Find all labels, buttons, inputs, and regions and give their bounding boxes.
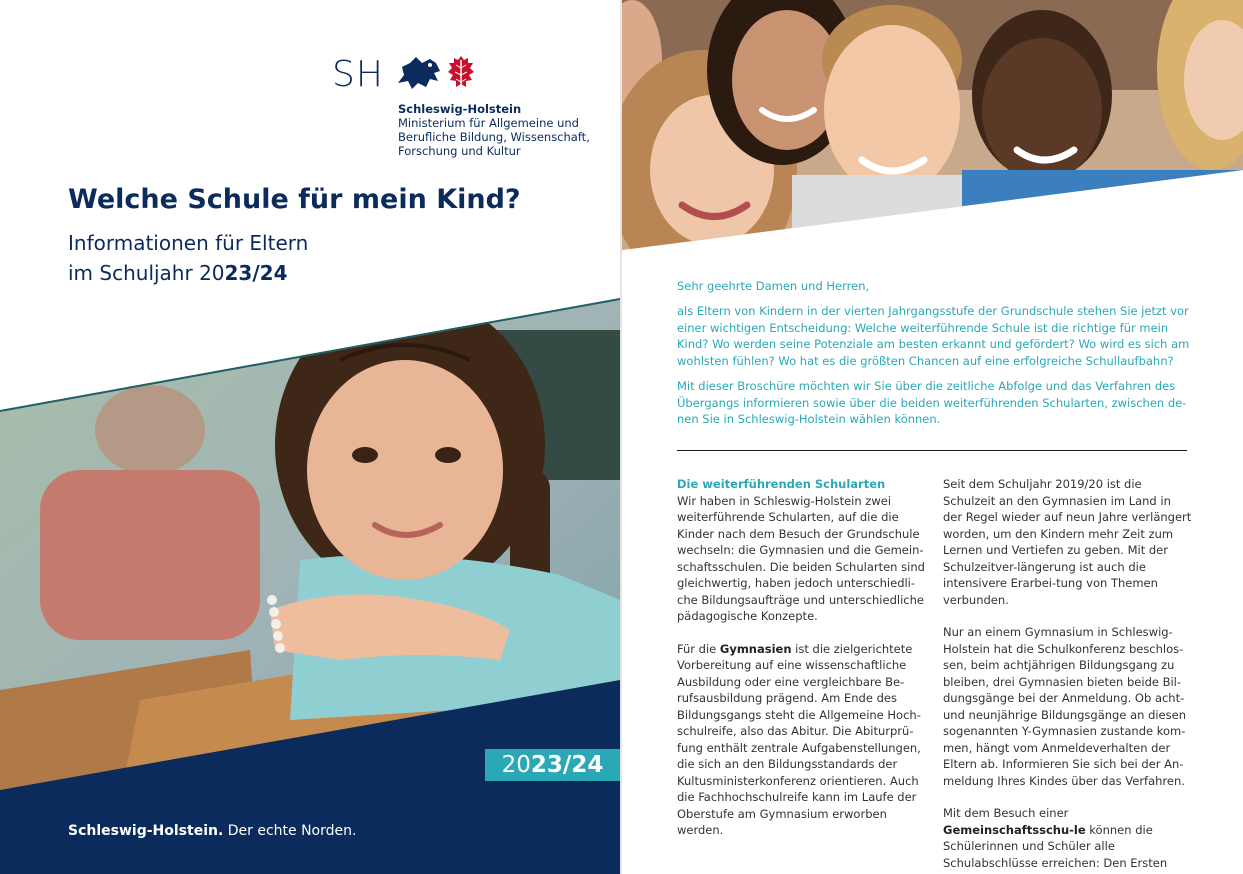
nettle-leaf-icon [448, 56, 474, 92]
year-badge-bold: 23/24 [530, 752, 604, 778]
col2-para-3 [943, 805, 1193, 871]
subtitle-line-1: Informationen für Eltern [68, 231, 309, 255]
year-badge-prefix: 20 [501, 752, 531, 778]
ministry-state: Schleswig-Holstein [398, 102, 522, 116]
subtitle-line-2 [68, 258, 308, 288]
brochure-inner-page [622, 0, 1243, 874]
col1-para-2-pre: Für die [677, 641, 720, 656]
brochure-title: Welche Schule für mein Kind? [68, 184, 521, 215]
ministry-line-2: Berufliche Bildung, Wissenschaft, [398, 130, 590, 144]
year-badge [485, 749, 620, 781]
col1-para-1-text: Wir haben in Schleswig-Holstein zwei weiterführende Schularten, auf die die Kinder nach dem Besuch der Grundschule wechseln: die Gymnasien und die Gemein-schaftsschulen. Die beiden Schularten sind gleichwertig, haben jedoch unterschiedli-che Bildungsaufträge und unterschiedliche pädagogische Konzepte. [677, 493, 925, 623]
greeting: Sehr geehrte Damen und Herren, [677, 279, 870, 293]
subtitle-year-bold: 23/24 [224, 261, 288, 285]
slogan-rest: Der echte Norden. [223, 823, 357, 839]
text-column-1 [677, 476, 927, 855]
col1-para-2-bold: Gymnasien [719, 641, 792, 656]
brochure-cover-page [0, 0, 620, 874]
intro-paragraph-1: als Eltern von Kindern in der vierten Jahrgangsstufe der Grundschule stehen Sie jetzt vor einer wichtigen Entscheidung: Welche weiterführende Schule ist die richtige für mein Kind? Wo werden seine Potenziale am besten erkannt und gefördert? Wo wird es sich am wohlsten fühlen? Wo hat es die größten Chancen auf eine erfolgreiche Schullaufbahn? [677, 304, 1190, 368]
slogan [68, 823, 356, 839]
sh-logo-text: SH [332, 54, 384, 95]
text-column-2 [943, 476, 1193, 874]
section-rule [677, 450, 1187, 451]
ministry-line-3: Forschung und Kultur [398, 144, 521, 158]
col2-para-1: Seit dem Schuljahr 2019/20 ist die Schulzeit an den Gymnasien im Land in der Regel wieder auf neun Jahre verlängert worden, um den Kindern mehr Zeit zum Lernen und Vertiefen zu geben. Mit der Schulzeitver-längerung ist auch die intensivere Erarbei-tung von Themen verbunden. [943, 477, 1192, 607]
section-heading: Die weiterführenden Schularten [677, 477, 886, 491]
subtitle-year-prefix: im Schuljahr 20 [68, 261, 225, 285]
ministry-line-1: Ministerium für Allgemeine und [398, 116, 579, 130]
ministry-name [398, 102, 590, 158]
lion-icon [396, 53, 442, 93]
children-photo [622, 0, 1243, 250]
col2-para-3-pre: Mit dem Besuch einer [943, 806, 1069, 820]
col1-para-2 [677, 641, 927, 839]
col2-para-3-post: können die Schülerinnen und Schüler alle Schulabschlüsse erreichen: Den Ersten [943, 822, 1168, 870]
intro-paragraph-2: Mit dieser Broschüre möchten wir Sie über die zeitliche Abfolge und das Verfahren des Übergangs informieren sowie über die beiden weiterführenden Schularten, zwischen de-nen Sie in Schleswig-Holstein wählen können. [677, 379, 1187, 426]
slogan-bold: Schleswig-Holstein. [68, 823, 224, 839]
col2-para-3-bold: Gemeinschaftsschu-le [943, 822, 1086, 837]
col2-para-2: Nur an einem Gymnasium in Schleswig-Holstein hat die Schulkonferenz beschlos-sen, beim achtjährigen Bildungsgang zu bleiben, drei Gymnasien bieten beide Bil-dungsgänge bei der Anmeldung. Ob acht- und neunjährige Bildungsgänge an diesen sogenannten Y-Gymnasien zustande kom-men, hängt vom Anmeldeverhalten der Eltern ab. Informieren Sie sich bei der An-meldung Ihres Kindes über das Verfahren. [943, 625, 1186, 788]
col1-para-1 [677, 476, 927, 625]
col1-para-2-post: ist die zielgerichtete Vorbereitung auf eine wissenschaftliche Ausbildung oder eine vergleichbare Be-rufsausbildung prägend. Am Ende des Bildungsgangs steht die Allgemeine Hoch-schulreife, also das Abitur. Die Abiturprü-fung enthält zentrale Aufgabenstellungen, die sich an den Bildungsstandards der Kultusministerkonferenz orientieren. Auch die Fachhochschulreife kann im Laufe der Oberstufe am Gymnasium erworben werden. [677, 641, 921, 837]
brochure-subtitle [68, 228, 308, 288]
